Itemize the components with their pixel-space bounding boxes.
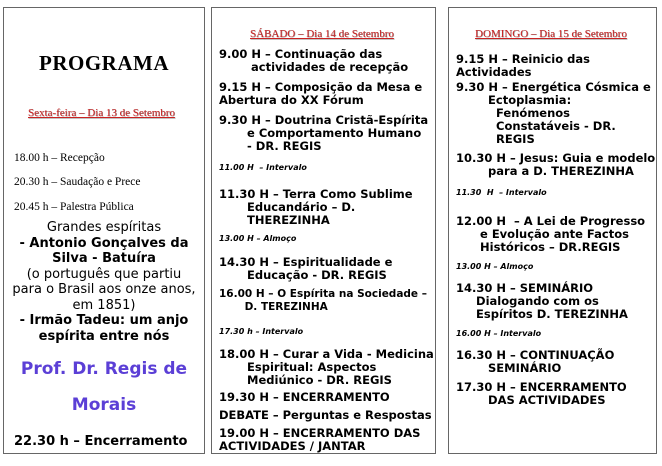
lecture-line: - Antonio Gonçalves da [19, 235, 189, 251]
page-title: PROGRAMA [39, 51, 169, 75]
saturday-panel [211, 7, 436, 454]
sat-event: DEBATE – Perguntas e Respostas [219, 408, 432, 422]
friday-day-heading: Sexta-feira – Dia 13 de Setembro [28, 107, 175, 119]
sat-event: 19.00 H – ENCERRAMENTO DAS ACTIVIDADES / JANTAR [219, 426, 421, 453]
friday-panel [3, 7, 205, 454]
sun-event: 9.30 H – Energética Cósmica e Ectoplasmia: Fenómenos Constatáveis - DR. REGIS [456, 80, 651, 146]
sat-break: 11.00 H – Intervalo [219, 163, 307, 172]
lecture-line: - Irmão Tadeu: um anjo [19, 313, 189, 328]
lecture-line: Grandes espíritas [46, 220, 162, 235]
sat-event: 16.00 H – O Espírita na Sociedade – D. TEREZINHA [219, 288, 427, 313]
sat-break: 17.30 h – Intervalo [219, 327, 304, 336]
sun-event: 10.30 H – Jesus: Guia e modelo para a D. THEREZINHA [456, 151, 656, 178]
sunday-panel [448, 7, 657, 454]
friday-closing: 22.30 h – Encerramento [14, 434, 188, 449]
sat-break: 13.00 H – Almoço [219, 234, 297, 243]
speaker-name-line1: Prof. Dr. Regis de [20, 359, 188, 379]
friday-item-reception: 18.00 h – Recepção [14, 152, 105, 164]
lecture-description [4, 220, 204, 344]
sun-event: 17.30 H – ENCERRAMENTO DAS ACTIVIDADES [456, 380, 627, 407]
lecture-line: (o português que partiu [26, 266, 182, 282]
sat-event: 9.15 H – Composição da Mesa e Abertura do XX Fórum [219, 80, 423, 107]
sat-event: 11.30 H – Terra Como Sublime Educandário – D. THEREZINHA [219, 187, 413, 227]
sun-event: 9.15 H – Reinicio das Actividades [456, 52, 590, 79]
lecture-line: Silva - Batuíra [52, 251, 156, 266]
sat-event: 9.00 H – Continuação das actividades de recepção [219, 47, 409, 74]
sunday-day-heading: DOMINGO – Dia 15 de Setembro [475, 28, 627, 40]
sun-event: 16.30 H – CONTINUAÇÃO SEMINÁRIO [456, 348, 615, 375]
sat-event: 18.00 H – Curar a Vida - Medicina Espiritual: Aspectos Mediúnico - DR. REGIS [219, 347, 434, 387]
sun-event: 12.00 H – A Lei de Progresso e Evolução ante Factos Históricos – DR.REGIS [456, 214, 646, 254]
sun-break: 16.00 H – Intervalo [456, 329, 542, 338]
lecture-line: para o Brasil aos onze anos, [12, 282, 196, 297]
lecture-line: em 1851) [72, 297, 136, 313]
sun-break: 13.00 H – Almoço [456, 262, 534, 271]
sat-event: 9.30 H – Doutrina Cristã-Espírita e Comportamento Humano - DR. REGIS [219, 113, 429, 153]
saturday-day-heading: SÁBADO – Dia 14 de Setembro [250, 28, 394, 40]
sat-event: 19.30 H – ENCERRAMENTO [219, 390, 390, 404]
sun-break: 11.30 H – Intervalo [456, 188, 547, 197]
sun-event: 14.30 H – SEMINÁRIO Dialogando com os Espíritos D. TEREZINHA [456, 281, 628, 321]
sat-event: 14.30 H – Espiritualidade e Educação - DR. REGIS [219, 255, 393, 282]
lecture-line: espírita entre nós [38, 328, 170, 344]
friday-item-lecture: 20.45 h – Palestra Pública [14, 201, 134, 213]
friday-item-greeting: 20.30 h – Saudação e Prece [14, 176, 141, 188]
speaker-name-line2: Morais [71, 395, 137, 415]
